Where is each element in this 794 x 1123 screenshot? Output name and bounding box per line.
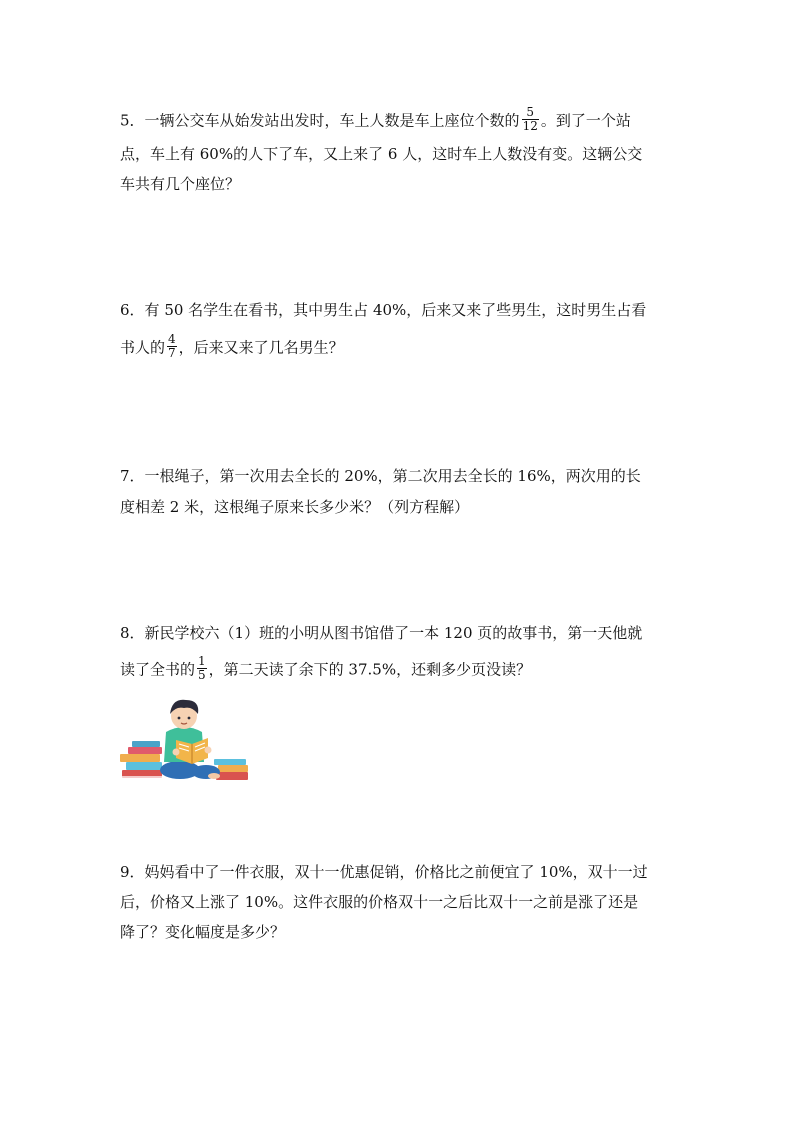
problem-5-number: 5． xyxy=(120,111,145,130)
problem-9-line-2: 后，价格又上涨了 10%。这件衣服的价格双十一之后比双十一之前是涨了还是 xyxy=(120,893,639,911)
fraction-1-5 xyxy=(197,655,207,682)
problem-9-number: 9． xyxy=(120,863,145,881)
fraction-denominator: 12 xyxy=(522,119,538,133)
boy-reading-books-icon xyxy=(118,692,252,788)
problem-6-text-1: 有 50 名学生在看书，其中男生占 40%，后来又来了些男生，这时男生占看 xyxy=(144,301,647,319)
fraction-4-7 xyxy=(167,333,177,360)
problem-8-line-1 xyxy=(120,623,642,643)
fraction-denominator: 7 xyxy=(168,346,176,360)
fraction-denominator: 5 xyxy=(198,668,206,682)
problem-7-line-2: 度相差 2 米，这根绳子原来长多少米？（列方程解） xyxy=(120,498,470,516)
problem-8-text-2a: 读了全书的 xyxy=(120,660,196,679)
problem-5-line-3: 车共有几个座位？ xyxy=(120,175,241,193)
problem-8-text-1: 新民学校六（1）班的小明从图书馆借了一本 120 页的故事书，第一天他就 xyxy=(144,624,643,642)
problem-9-text-1: 妈妈看中了一件衣服，双十一优惠促销，价格比之前便宜了 10%，双十一过 xyxy=(144,863,648,881)
book-stack-left-icon xyxy=(120,741,162,778)
problem-8-text-2b: ，第二天读了余下的 37.5%，还剩多少页没读？ xyxy=(208,660,532,679)
problem-6-text-2b: ，后来又来了几名男生？ xyxy=(178,338,344,357)
problem-9-line-3: 降了？变化幅度是多少？ xyxy=(120,923,286,941)
problem-7-number: 7． xyxy=(120,467,145,485)
problem-8-number: 8． xyxy=(120,624,145,642)
problem-9-line-1 xyxy=(120,862,648,882)
problem-5-text-1a: 一辆公交车从始发站出发时，车上人数是车上座位个数的 xyxy=(144,111,520,130)
fraction-5-12 xyxy=(522,106,539,133)
boy-icon xyxy=(160,700,220,779)
problem-6-number: 6． xyxy=(120,301,145,319)
problem-5-line-1 xyxy=(120,105,631,135)
problem-7-line-1 xyxy=(120,466,641,486)
fraction-numerator: 4 xyxy=(168,332,176,346)
problem-6-line-1 xyxy=(120,300,646,320)
problem-6-text-2a: 书人的 xyxy=(120,338,166,357)
problem-5-text-1b: 。到了一个站 xyxy=(540,111,631,130)
problem-8-line-2 xyxy=(120,654,532,684)
problem-5-line-2: 点，车上有 60%的人下了车，又上来了 6 人，这时车上人数没有变。这辆公交 xyxy=(120,145,643,163)
fraction-numerator: 1 xyxy=(198,654,206,668)
fraction-numerator: 5 xyxy=(522,106,539,120)
problem-7-text-1: 一根绳子，第一次用去全长的 20%，第二次用去全长的 16%，两次用的长 xyxy=(144,467,641,485)
problem-6-line-2 xyxy=(120,332,344,362)
